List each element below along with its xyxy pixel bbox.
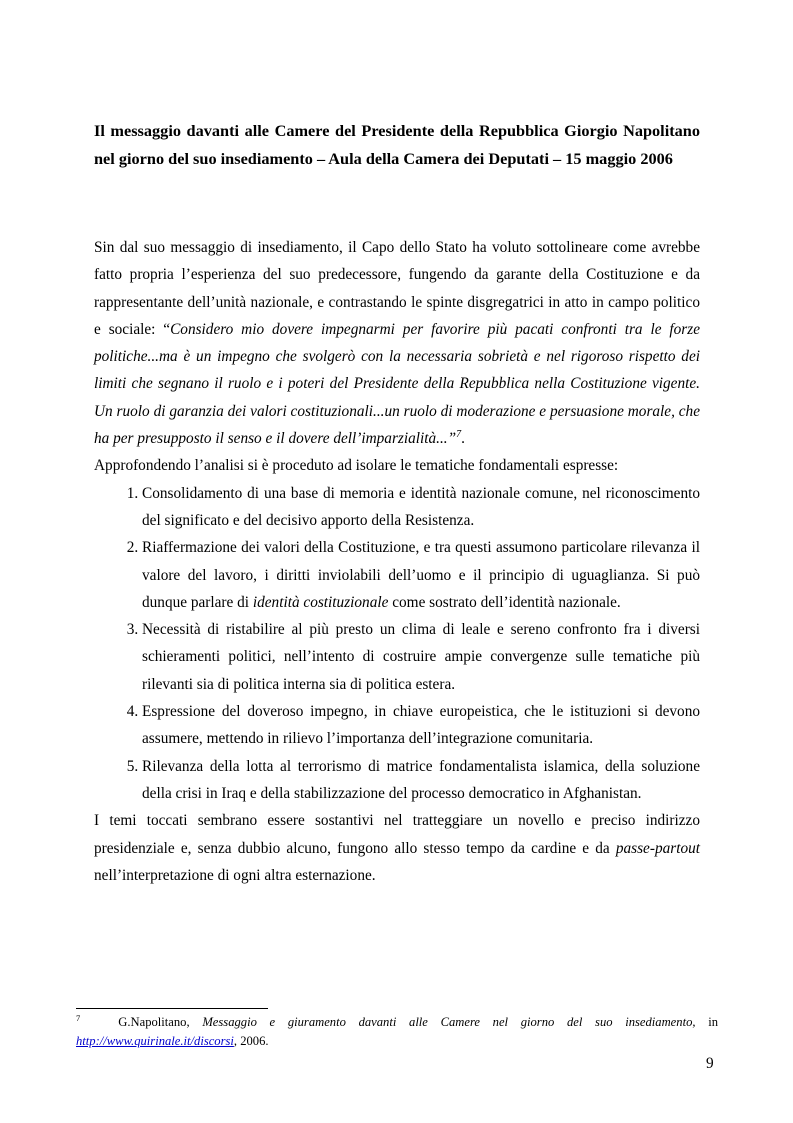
themes-list bbox=[94, 480, 700, 808]
list-item: 1. Consolidamento di una base di memoria e identità nazionale comune, nel riconoscimento del significato e del decisivo apporto della Resistenza. bbox=[142, 480, 700, 535]
list-item: 3. Necessità di ristabilire al più presto un clima di leale e sereno confronto fra i diversi schieramenti politici, nell’intento di costruire ampie convergenze sulle tematiche più rilevanti sia di politica interna sia di politica estera. bbox=[142, 616, 700, 698]
conclusion-paragraph: I temi toccati sembrano essere sostantivi nel tratteggiare un novello e preciso indirizzo presidenziale e, senza dubbio alcuno, fungono allo stesso tempo da cardine e da passe-partout nell’interpretazione di ogni altra esternazione. bbox=[94, 812, 700, 884]
footnote-work: Messaggio e giuramento davanti alle Camere nel giorno del suo insediamento, bbox=[202, 1015, 696, 1029]
list-item: 4. Espressione del doveroso impegno, in chiave europeistica, che le istituzioni si devono assumere, mettendo in rilievo l’importanza dell’integrazione comunitaria. bbox=[142, 698, 700, 753]
intro-paragraph: Sin dal suo messaggio di insediamento, il Capo dello Stato ha voluto sottolineare come avrebbe fatto propria l’esperienza del suo predecessore, fungendo da garante della Costituzione e da rappresentante dell’unità nazionale, e contrastando le spinte disgregatrici in atto in campo politico e sociale: “Considero mio dovere impegnarmi per favorire più pacati confronti tra le forze politiche...ma è un impegno che svolgerò con la necessaria sobrietà e nel rigoroso rispetto dei limiti che segnano il ruolo e i poteri del Presidente della Repubblica nella Costituzione vigente. Un ruolo di garanzia dei valori costituzionali...un ruolo di moderazione e persuasione morale, che ha per presupposto il senso e il dovere dell’imparzialità...”$^7$. bbox=[94, 239, 700, 448]
list-item: 5. Rilevanza della lotta al terrorismo di matrice fondamentalista islamica, della soluzione della crisi in Iraq e della stabilizzazione del processo democratico in Afghanistan. bbox=[142, 753, 700, 808]
list-lead: Approfondendo l’analisi si è proceduto ad isolare le tematiche fondamentali espresse: bbox=[94, 457, 619, 475]
footnote-number: 7 bbox=[76, 1012, 81, 1023]
footnote-divider bbox=[76, 1008, 268, 1009]
list-item: 2. Riaffermazione dei valori della Costituzione, e tra questi assumono particolare rilevanza il valore del lavoro, i diritti inviolabili dell’uomo e il principio di uguaglianza. Si può dunque parlare di identità costituzionale come sostrato dell’identità nazionale. bbox=[142, 534, 700, 616]
footnote-ref[interactable]: 7 bbox=[456, 428, 462, 440]
footnote-link[interactable]: http://www.quirinale.it/discorsi bbox=[76, 1034, 234, 1048]
page-number: 9 bbox=[706, 1055, 714, 1072]
body-text bbox=[94, 234, 700, 889]
president-quote: Considero mio dovere impegnarmi per favorire più pacati confronti tra le forze politiche...ma è un impegno che svolgerò con la necessaria sobrietà e nel rigoroso rispetto dei limiti che segnano il ruolo e i poteri del Presidente della Repubblica nella Costituzione vigente. Un ruolo di garanzia dei valori costituzionali...un ruolo di moderazione e persuasione morale, che ha per presupposto il senso e il dovere dell’imparzialità...”$^7$ bbox=[94, 320, 700, 448]
emphasis: passe-partout bbox=[615, 839, 700, 857]
emphasis: identità costituzionale bbox=[252, 593, 389, 611]
footnote: $^7$ G.Napolitano, Messaggio e giuramento davanti alle Camere nel giorno del suo insediamento, in http://www.quirinale.it/discorsi, 2006. bbox=[76, 1012, 719, 1048]
page-title: Il messaggio davanti alle Camere del Presidente della Repubblica Giorgio Napolitano nel giorno del suo insediamento – Aula della Camera dei Deputati – 15 maggio 2006 bbox=[94, 121, 700, 168]
intro-lead: Sin dal suo messaggio di insediamento, il Capo dello Stato ha voluto sottolineare come avrebbe fatto propria l’esperienza del suo predecessore, fungendo da garante della Costituzione e da rappresentante dell’unità nazionale, e contrastando le spinte disgregatrici in atto in campo politico e sociale: “ bbox=[94, 239, 700, 338]
